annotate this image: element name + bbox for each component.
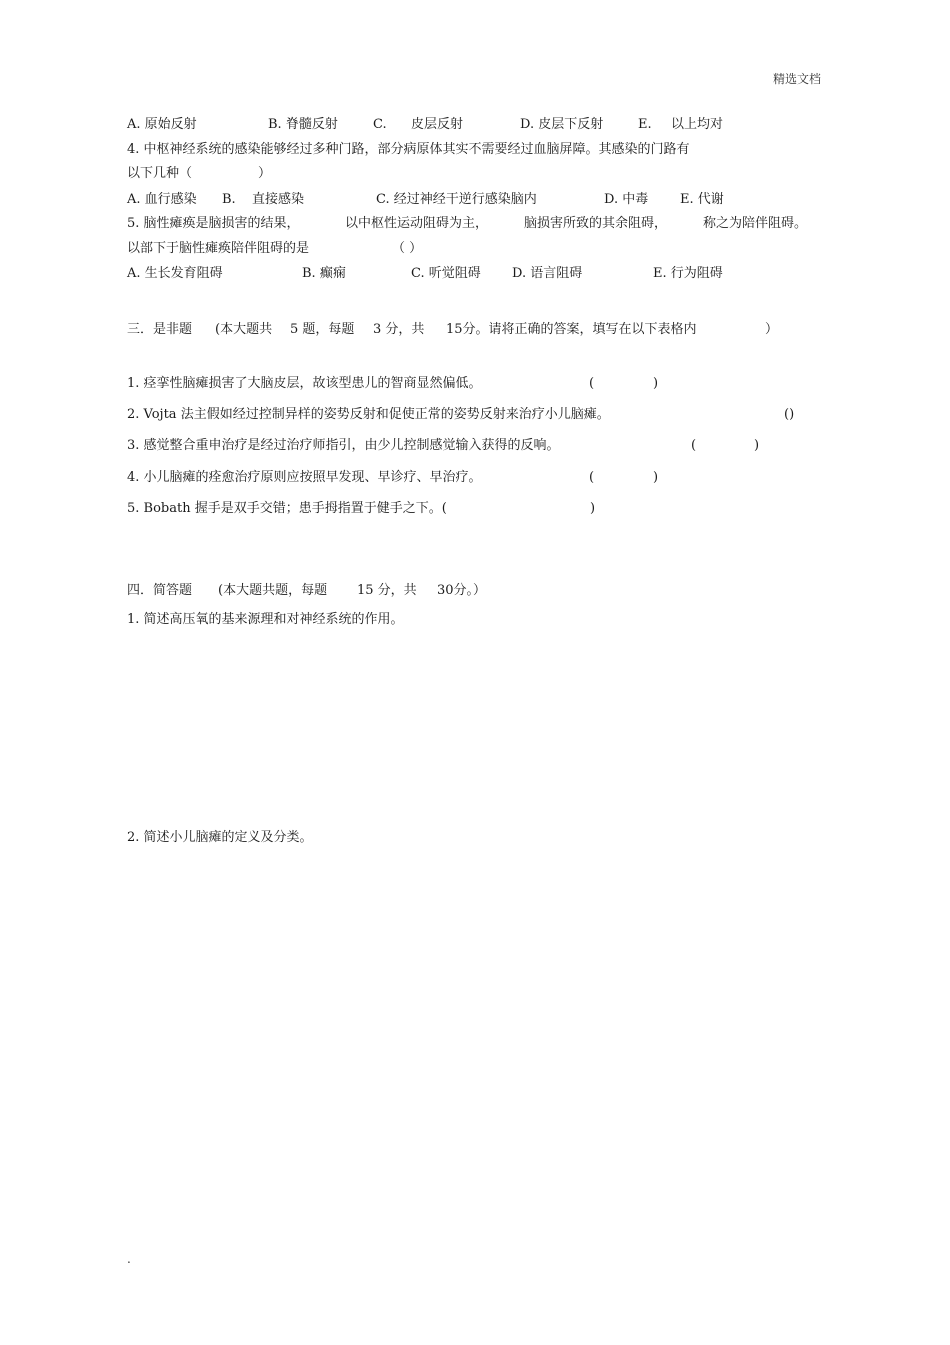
section4-desc-part1: (本大题共题，每题 — [218, 583, 328, 598]
tf-item-2: 2. Vojta 法主假如经过控制异样的姿势反射和促使正常的姿势反射来治疗小儿脑瘫。 — [127, 407, 610, 422]
short-answer-q1: 1. 简述高压氧的基来源理和对神经系统的作用。 — [127, 612, 404, 627]
q4-option-c: C. 经过神经干逆行感染脑内 — [376, 192, 537, 207]
q4-option-b-text: 直接感染 — [252, 192, 305, 207]
tf-item-3-close: ) — [754, 438, 760, 453]
q4-option-d: D. 中毒 — [604, 192, 649, 207]
section3-desc-part1: (本大题共 — [215, 322, 273, 337]
q5-option-b: B. 癫痫 — [302, 266, 346, 281]
q5-stem-line2: 以部下于脑性瘫痪陪伴阻碍的是 — [127, 241, 310, 256]
q5-stem-part2: 以中枢性运动阻碍为主， — [345, 216, 489, 231]
page-header-note: 精选文档 — [773, 72, 822, 86]
q5-option-d: D. 语言阻碍 — [512, 266, 583, 281]
q3-option-b: B. 脊髓反射 — [268, 117, 338, 132]
tf-item-5: 5. Bobath 握手是双手交错；患手拇指置于健手之下。( — [127, 501, 447, 516]
tf-item-4: 4. 小儿脑瘫的痊愈治疗原则应按照早发现、早诊疗、早治疗。 — [127, 470, 482, 485]
q3-option-d: D. 皮层下反射 — [520, 117, 604, 132]
q3-option-e-text: 以上均对 — [671, 117, 724, 132]
q4-stem-line2: 以下几种（ — [127, 166, 193, 181]
tf-item-1: 1. 痉挛性脑瘫损害了大脑皮层，故该型患儿的智商显然偏低。 — [127, 376, 482, 391]
section3-desc-close: ） — [765, 322, 779, 337]
q4-option-e: E. 代谢 — [680, 192, 724, 207]
section4-desc-part3: 30分。） — [437, 583, 487, 598]
section4-title: 四．简答题 — [127, 583, 193, 598]
q5-option-c: C. 听觉阻碍 — [411, 266, 481, 281]
page-footer-mark: . — [127, 1252, 131, 1266]
tf-item-2-paren: () — [784, 407, 795, 422]
section3-desc-part3: 3 分，共 — [373, 322, 425, 337]
tf-item-1-close: ) — [653, 376, 659, 391]
section4-desc-part2: 15 分，共 — [357, 583, 417, 598]
q5-stem-part1: 5. 脑性瘫痪是脑损害的结果， — [127, 216, 300, 231]
tf-item-4-close: ) — [653, 470, 659, 485]
section3-desc-part4: 15分。请将正确的答案，填写在以下表格内 — [446, 322, 697, 337]
q3-option-e-letter: E. — [638, 117, 652, 132]
q3-option-a: A. 原始反射 — [127, 117, 197, 132]
tf-item-3-open: ( — [691, 438, 697, 453]
q4-option-b-letter: B. — [222, 192, 236, 207]
section3-desc-part2: 5 题，每题 — [290, 322, 355, 337]
q5-stem-part4: 称之为陪伴阻碍。 — [703, 216, 808, 231]
q3-option-c-text: 皮层反射 — [411, 117, 464, 132]
q5-answer-paren: （ ） — [392, 241, 423, 256]
q5-option-e: E. 行为阻碍 — [653, 266, 723, 281]
q5-option-a: A. 生长发育阻碍 — [127, 266, 223, 281]
section3-title: 三．是非题 — [127, 322, 193, 337]
q5-stem-part3: 脑损害所致的其余阻碍， — [524, 216, 668, 231]
tf-item-4-open: ( — [589, 470, 595, 485]
tf-item-5-close: ) — [590, 501, 596, 516]
short-answer-q2: 2. 简述小儿脑瘫的定义及分类。 — [127, 830, 313, 845]
q3-option-c-letter: C. — [373, 117, 387, 132]
q4-option-a: A. 血行感染 — [127, 192, 197, 207]
tf-item-3: 3. 感觉整合重申治疗是经过治疗师指引，由少儿控制感觉输入获得的反响。 — [127, 438, 560, 453]
q4-stem-line1: 4. 中枢神经系统的感染能够经过多种门路，部分病原体其实不需要经过血脑屏障。其感染的门路有 — [127, 142, 690, 157]
q4-answer-close: ） — [258, 166, 272, 181]
tf-item-1-open: ( — [589, 376, 595, 391]
